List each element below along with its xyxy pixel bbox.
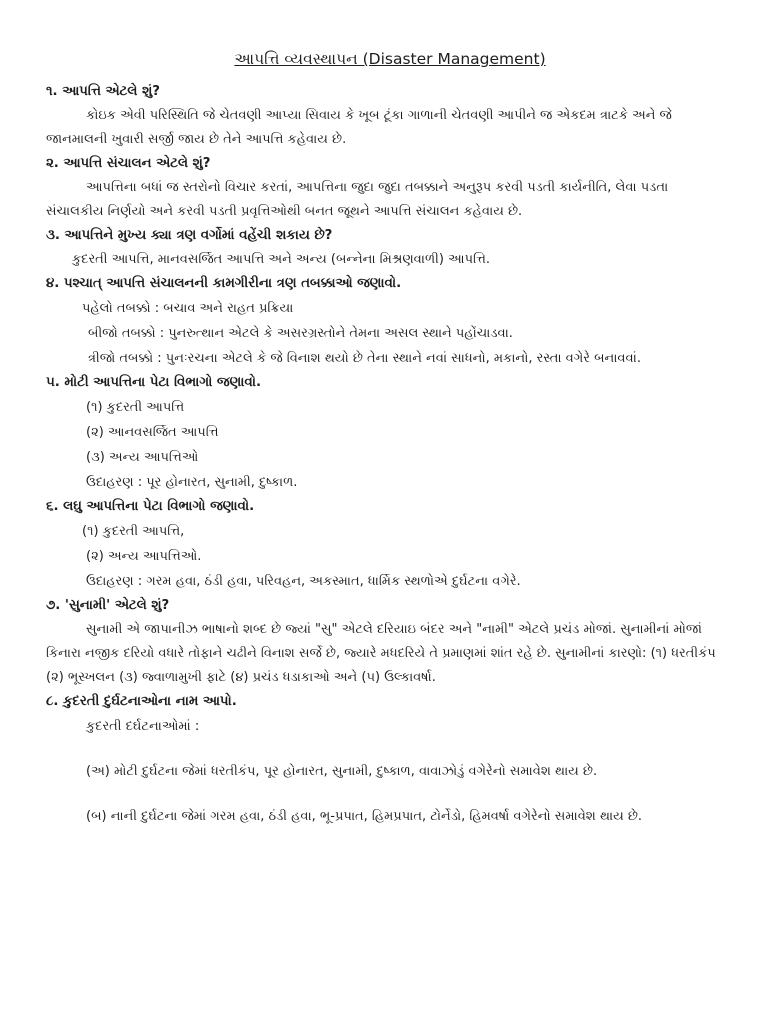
list-item: (૩) અન્ય આપત્તિઓ: [86, 450, 199, 465]
question-2: ૨. આપત્તિ સંચાલન એટલે શું?: [46, 156, 211, 171]
question-6: ૬. લઘુ આપત્તિના પેટા વિભાગો જણાવો.: [46, 499, 255, 514]
spacer: [46, 739, 720, 759]
question-3: ૩. આપત્તિને મુખ્ય ક્યા ત્રણ વર્ગોમાં વહેંચી શકાય છે?: [46, 228, 333, 243]
list-item: (૧) કુદરતી આપત્તિ: [86, 400, 185, 415]
question-8: ૮. કુદરતી દુર્ઘટનાઓના નામ આપો.: [46, 694, 237, 709]
answer-3: કુદરતી આપત્તિ, માનવસર્જિત આપત્તિ અને અન્ય (બન્નેના મિશ્રણવાળી) આપત્તિ.: [72, 252, 491, 267]
question-1: ૧. આપત્તિ એટલે શું?: [46, 84, 160, 99]
answer-2: આપત્તિના બધાં જ સ્તરોનો વિચાર કરતાં, આપત્તિના જુદા જુદા તબક્કાને અનુરૂપ કરવી પડતી કાર્યનીતિ, લેવા પડતા સંચાલકીય નિર્ણયો અને કરવી પડતી પ્રવૃત્તિઓથી બનત જૂથને આપત્તિ સંચાલન કહેવાય છે.: [46, 180, 669, 219]
question-4: ૪. પશ્ચાત્ આપત્તિ સંચાલનની કામગીરીના ત્રણ તબક્કાઓ જણાવો.: [46, 276, 402, 291]
question-7: ૭. 'સુનામી' એટલે શું?: [46, 598, 170, 613]
page-title: આપત્તિ વ્યવસ્થાપન (Disaster Management): [234, 50, 546, 68]
answer-8-intro: કુદરતી દર્ઘટનાઓમાં :: [86, 719, 200, 734]
list-item: (૧) કુદરતી આપત્તિ,: [82, 524, 185, 539]
list-item: ત્રીજો તબક્કો : પુનઃરચના એટલે કે જે વિનાશ થયો છે તેના સ્થાને નવાં સાધનો, મકાનો, રસ્તા વગેરે બનાવવાં.: [88, 351, 641, 366]
list-item: (બ) નાની દુર્ઘટના જેમાં ગરમ હવા, ઠંડી હવા, ભૂ-પ્રપાત, હિમપ્રપાત, ટોર્નેડો, હિમવર્ષા વગેરેનો સમાવેશ થાય છે.: [86, 809, 643, 824]
answer-1: કોઇક એવી પરિસ્થિતિ જે ચેતવણી આપ્યા સિવાય કે ખૂબ ટૂંકા ગાળાની ચેતવણી આપીને જ એકદમ ત્રાટકે અને જે જાનમાલની ખુવારી સર્જી જાય છે તેને આપત્તિ કહેવાય છે.: [46, 108, 672, 147]
list-item: બીજો તબક્કો : પુનરુત્થાન એટલે કે અસરગ્રસ્તોને તેમના અસલ સ્થાને પહોંચાડવા.: [88, 326, 513, 341]
list-item: (૨) અન્ય આપત્તિઓ.: [86, 549, 202, 564]
list-item: ઉદાહરણ : ગરમ હવા, ઠંડી હવા, પરિવહન, અકસ્માત, ધાર્મિક સ્થળોએ દુર્ઘટના વગેરે.: [86, 574, 521, 589]
list-item: ઉદાહરણ : પૂર હોનારત, સુનામી, દુષ્કાળ.: [86, 475, 298, 490]
list-item: પહેલો તબક્કો : બચાવ અને રાહત પ્રક્રિયા: [82, 301, 294, 316]
list-item: (૨) આનવસર્જિત આપત્તિ: [86, 425, 219, 440]
answer-7: સુનામી એ જાપાનીઝ ભાષાનો શબ્દ છે જ્યાં "સુ" એટલે દરિયાઇ બંદર અને "નામી" એટલે પ્રચંડ મોજાં. સુનામીનાં મોજાં કિનારા નજીક દરિયો વધારે તોફાને ચઢીને વિનાશ સર્જે છે, જ્યારે મધદરિયે તે પ્રમાણમાં શાંત રહે છે. સુનામીનાં કારણો: (૧) ધરતીકંપ (૨) ભૂસ્ખલન (૩) જ્વાળામુખી ફાટે (૪) પ્રચંડ ધડાકાઓ અને (૫) ઉલ્કાવર્ષા.: [46, 622, 716, 685]
question-5: ૫. મોટી આપત્તિના પેટા વિભાગો જણાવો.: [46, 375, 261, 390]
list-item: (અ) મોટી દુર્ઘટના જેમાં ધરતીકંપ, પૂર હોનારત, સુનામી, દુષ્કાળ, વાવાઝોડું વગેરેનો સમાવેશ થાય છે.: [86, 764, 598, 779]
spacer: [46, 784, 720, 804]
